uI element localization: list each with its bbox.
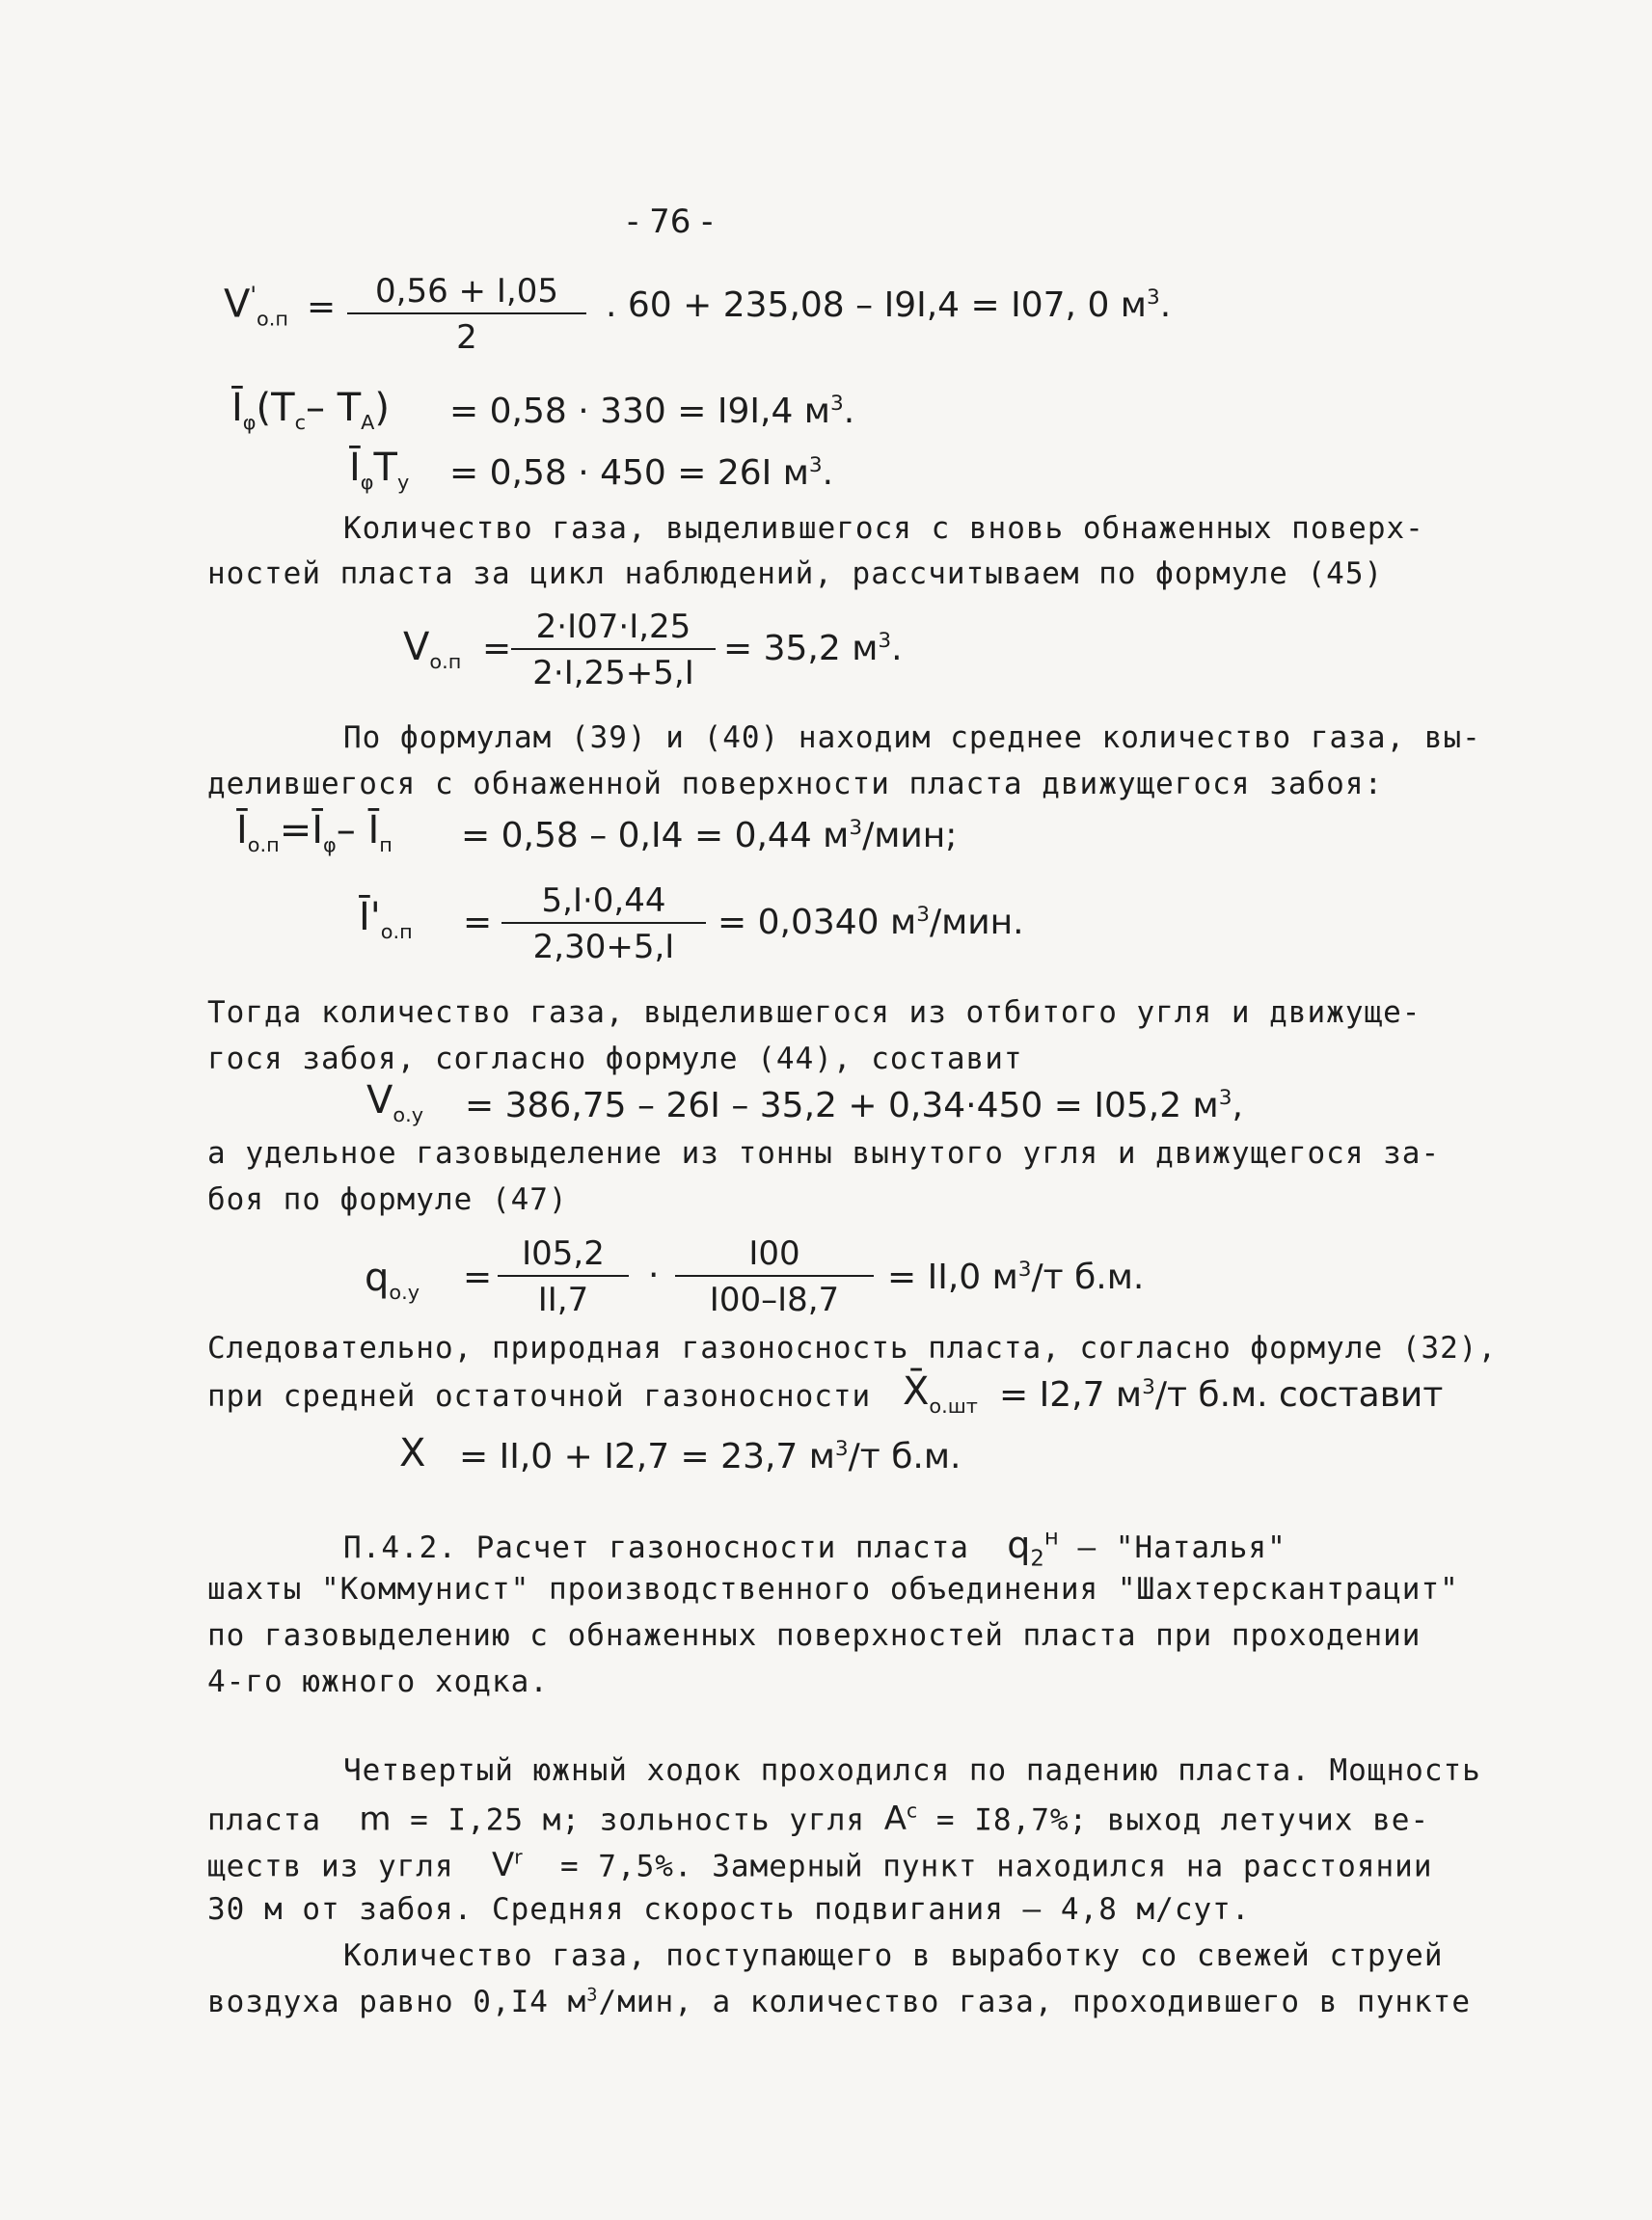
- eq8-dot: ·: [648, 1256, 660, 1295]
- eq6-lhs: $Ī'_{о.п}$: [359, 895, 413, 943]
- eq7-lhs: $V_{о.у}$: [366, 1078, 424, 1126]
- eq1-equals: =: [307, 287, 337, 327]
- para6-line1: Четвертый южный ходок проходился по падению пласта. Мощность: [343, 1753, 1481, 1788]
- para1-line2: ностей пласта за цикл наблюдений, рассчитываем по формуле (45): [207, 556, 1384, 591]
- section-heading: П.4.2. Расчет газоносности пласта $q_2^н$ – "Наталья": [343, 1524, 1286, 1572]
- eq5-lhs: $Ī_{о.п}=Ī_\varphi-$ $Ī_п$: [236, 808, 393, 856]
- eq3-lhs: $Ī_\varphi T_у$: [349, 446, 410, 494]
- para5-symbol: $X̄_{о.шт}$: [903, 1369, 978, 1418]
- eq4-equals: =: [482, 629, 512, 668]
- para4-line1: а удельное газовыделение из тонны вынутого угля и движущегося за-: [207, 1136, 1441, 1171]
- eq9-lhs: X: [399, 1431, 426, 1475]
- eq6-equals: =: [463, 903, 493, 942]
- eq6-numerator: 5,I·0,44: [501, 881, 706, 924]
- eq2-lhs: $Ī_\varphi(T_c-$ $T_A$): [231, 386, 391, 434]
- para6-line2: пласта m = I,25 м; зольность угля $A^c = I8,7\%$; выход летучих ве-: [207, 1800, 1430, 1839]
- para5-line2: при средней остаточной газоносности: [207, 1379, 872, 1414]
- eq2-rhs: = 0,58 · 330 = I9I,4 $м^3$.: [449, 392, 855, 431]
- para3-line2: гося забоя, согласно формуле (44), составит: [207, 1042, 1023, 1076]
- eq8-rhs: = II,0 $м^3/т$ б.м.: [887, 1258, 1145, 1297]
- para6-line3: ществ из угля $V^r = 7,5\%$. Замерный пункт находился на расстоянии: [207, 1846, 1433, 1885]
- para5-line1: Следовательно, природная газоносность пласта, согласно формуле (32),: [207, 1331, 1498, 1366]
- eq8-denominator-2: I00–I8,7: [709, 1281, 840, 1319]
- eq1-numerator: 0,56 + I,05: [347, 272, 586, 314]
- eq4-lhs: $V_{о.п}$: [403, 625, 462, 673]
- eq9-rhs: = II,0 + I2,7 = 23,7 $м^3/т$ б.м.: [459, 1437, 961, 1476]
- para3-line1: Тогда количество газа, выделившегося из отбитого угля и движуще-: [207, 995, 1422, 1030]
- eq8-denominator-1: II,7: [537, 1281, 589, 1319]
- eq4-rhs: = 35,2 $м^3$.: [723, 629, 903, 668]
- section-line3: 4-го южного ходка.: [207, 1665, 549, 1699]
- para7-line2: воздуха равно 0,I4 $м^3$/мин, а количество газа, проходившего в пункте: [207, 1985, 1472, 2019]
- eq1-denominator: 2: [456, 318, 477, 357]
- page-number: - 76 -: [627, 203, 714, 241]
- eq7-rhs: = 386,75 – 26I – 35,2 + 0,34·450 = I05,2 $м^3$,: [465, 1086, 1243, 1125]
- para1-line1: Количество газа, выделившегося с вновь обнаженных поверх-: [343, 511, 1424, 546]
- eq8-fraction-2: [675, 1234, 874, 1319]
- eq1-rhs: . 60 + 235,08 – I9I,4 = I07, 0 $м^3$.: [606, 285, 1172, 325]
- eq8-lhs: $q_{о.у}$: [365, 1256, 420, 1304]
- eq8-numerator-2: I00: [675, 1234, 874, 1277]
- para4-line2: боя по формуле (47): [207, 1182, 568, 1217]
- eq4-fraction: [511, 608, 716, 692]
- para2-line2: делившегося с обнаженной поверхности пласта движущегося забоя:: [207, 767, 1384, 801]
- eq6-denominator: 2,30+5,I: [532, 928, 675, 966]
- para7-line1: Количество газа, поступающего в выработку со свежей струей: [343, 1938, 1444, 1973]
- eq6-fraction: [501, 881, 706, 966]
- eq4-numerator: 2·I07·I,25: [511, 608, 716, 650]
- section-line1: шахты "Коммунист" производственного объединения "Шахтерскантрацит": [207, 1572, 1459, 1607]
- section-line2: по газовыделению с обнаженных поверхностей пласта при проходении: [207, 1618, 1422, 1653]
- eq1-lhs: $V'_{о.п}$: [224, 282, 288, 331]
- para5-tail: = I2,7 $м^3/т$ б.м. составит: [999, 1375, 1444, 1415]
- eq5-rhs: = 0,58 – 0,I4 = 0,44 $м^3$/мин;: [461, 816, 958, 855]
- eq3-rhs: = 0,58 · 450 = 26I $м^3$.: [449, 453, 834, 493]
- eq8-numerator-1: I05,2: [498, 1234, 629, 1277]
- eq6-rhs: = 0,0340 $м^3$/мин.: [718, 903, 1024, 942]
- eq1-fraction: [347, 272, 586, 357]
- para6-line4: 30 м от забоя. Средняя скорость подвигания – 4,8 м/сут.: [207, 1892, 1251, 1927]
- para2-line1: По формулам (39) и (40) находим среднее количество газа, вы-: [343, 720, 1481, 755]
- eq4-denominator: 2·I,25+5,I: [532, 654, 694, 692]
- eq8-equals: =: [463, 1258, 493, 1297]
- eq8-fraction-1: [498, 1234, 629, 1319]
